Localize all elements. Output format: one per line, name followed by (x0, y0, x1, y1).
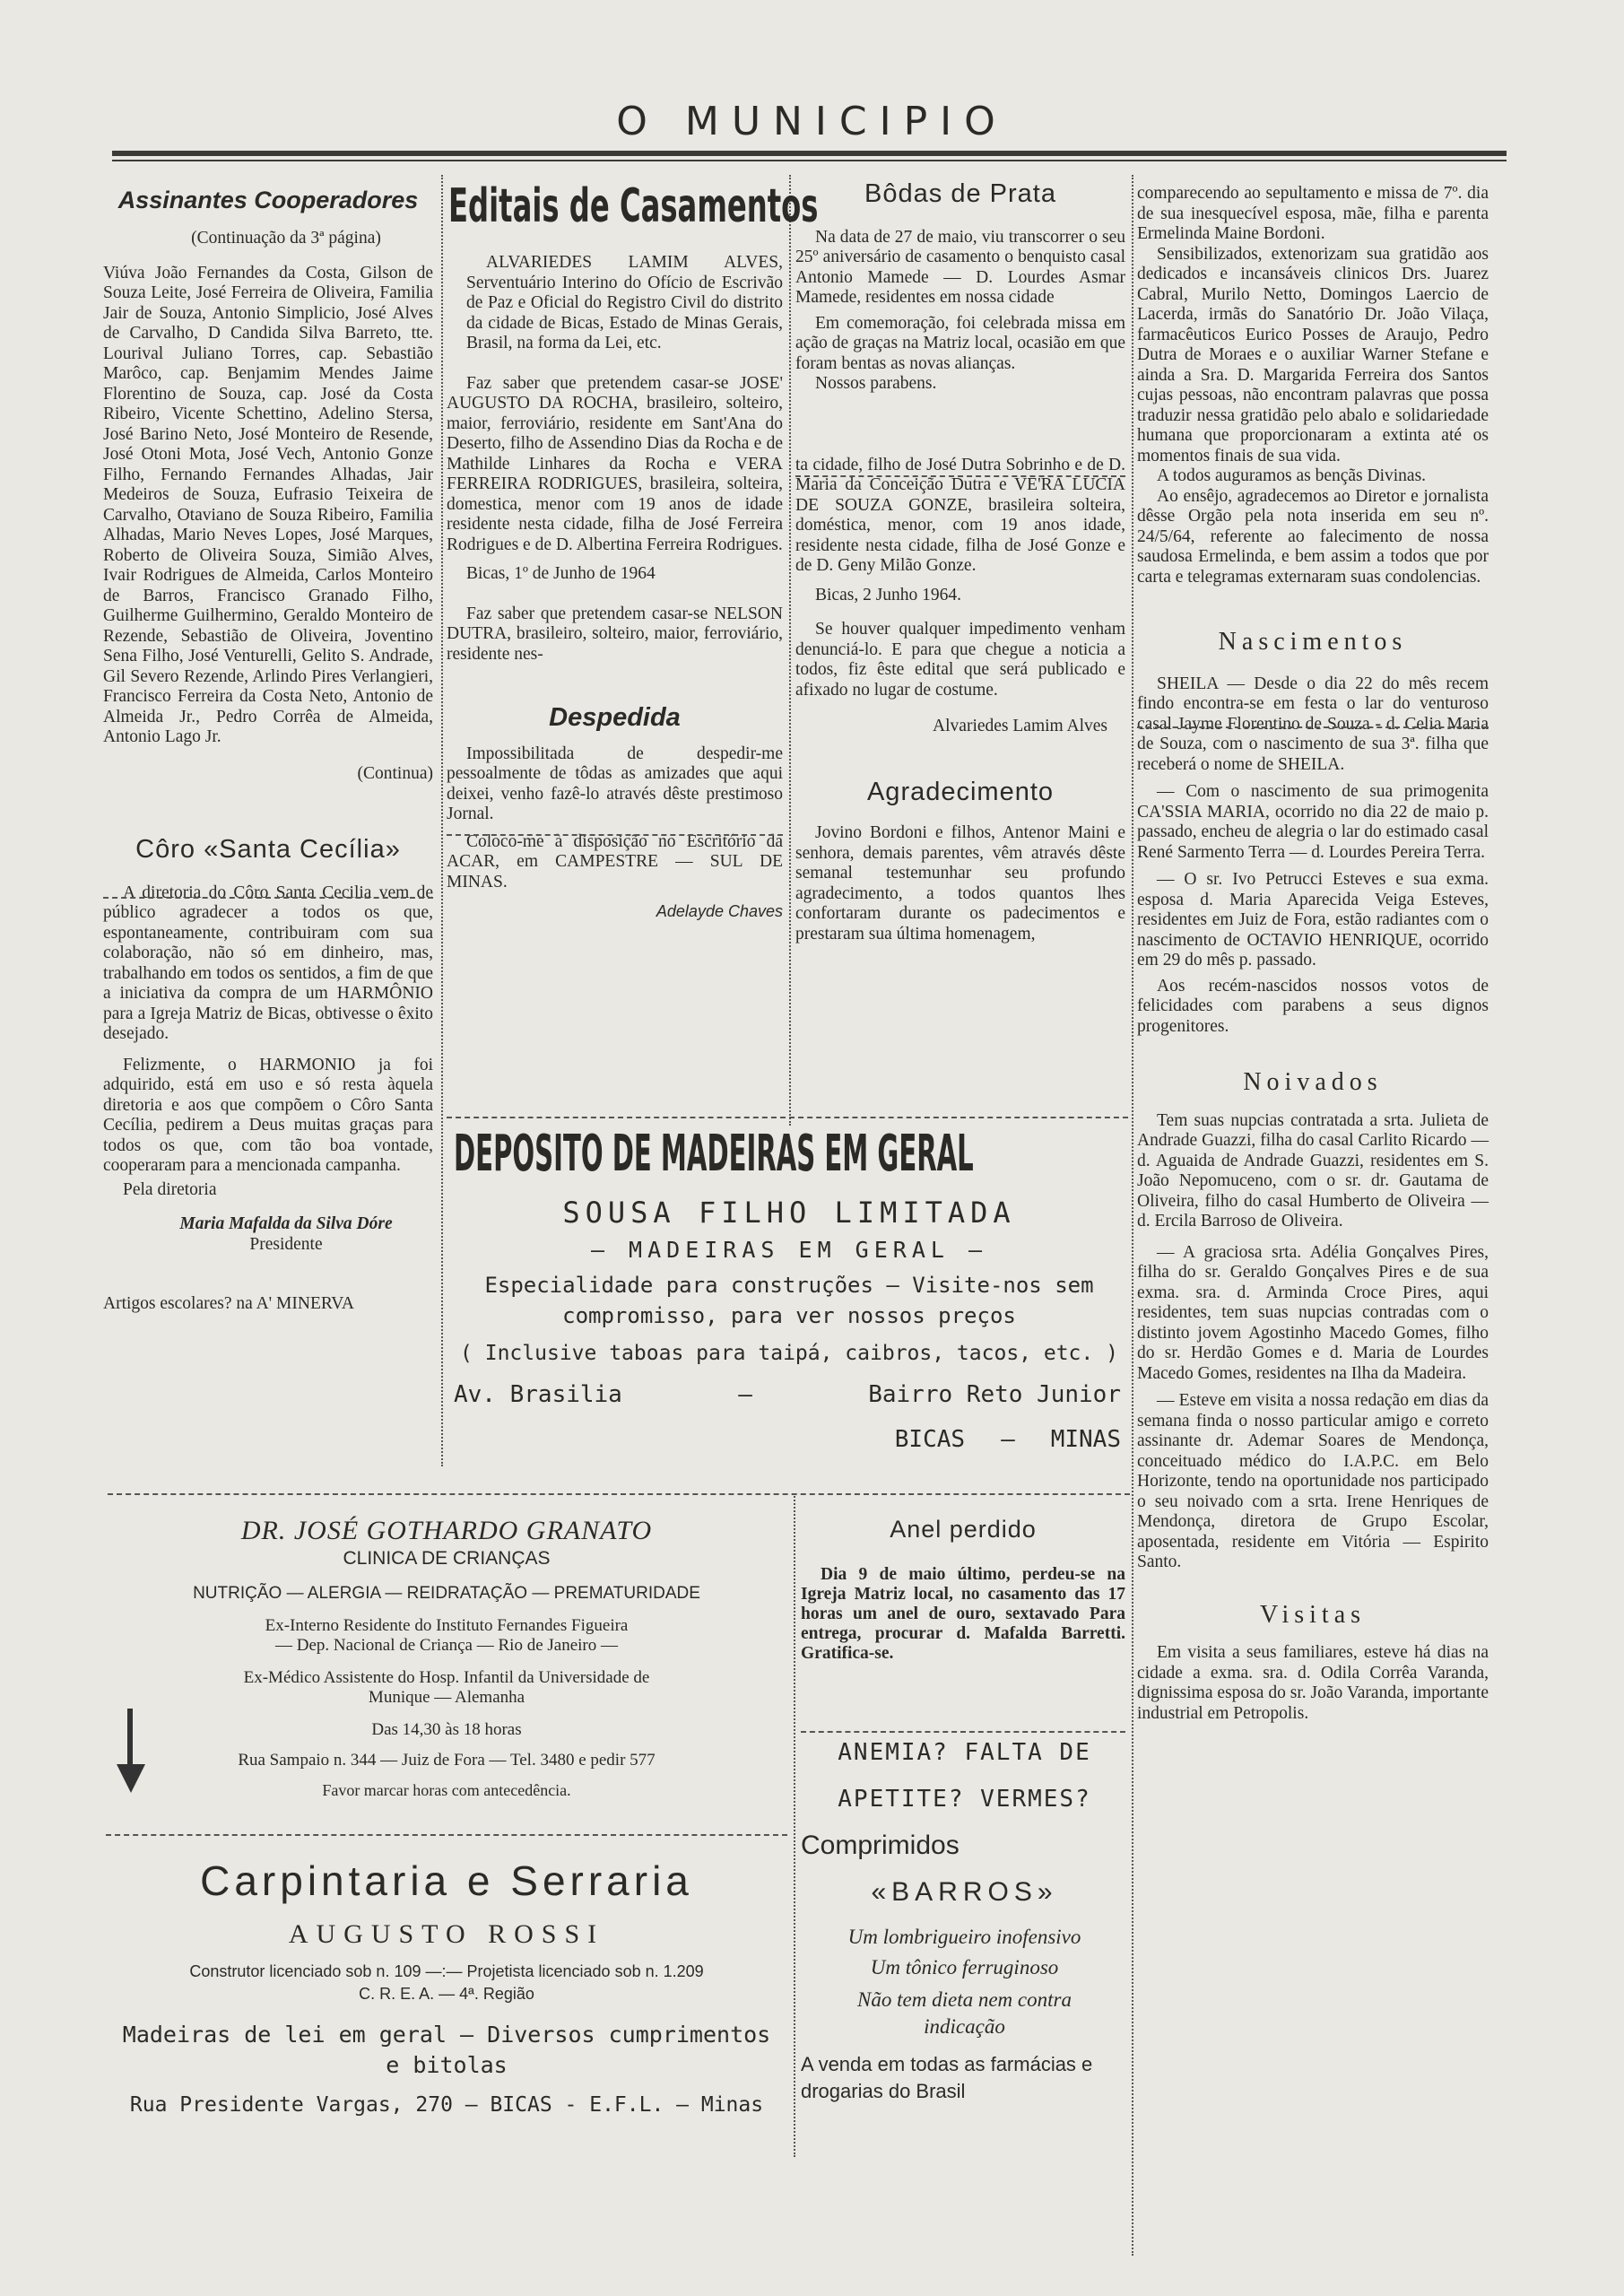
granato-line: Ex-Interno Residente do Instituto Fernandes Figueira (265, 1616, 629, 1635)
granato-ad (106, 1516, 787, 1821)
divider (1137, 726, 1489, 728)
artigos-ad: Artigos escolares? na A' MINERVA (103, 1294, 354, 1313)
deposito-title: DEPOSITO DE MADEIRAS EM GERAL (454, 1125, 974, 1183)
deposito-company: SOUSA FILHO LIMITADA (562, 1196, 1016, 1230)
editais-signature: Alvariedes Lamim Alves (933, 717, 1107, 735)
masthead-rule-thick (112, 151, 1507, 156)
nascimentos-paragraph: SHEILA — Desde o dia 22 do mês recem findo encontra-se em festa o lar do venturoso casal Jayme Florentino de Souza - d. Celia Maria de Souza, com o nascimento de sua 3ª. filha que receberá o nome de SHEILA. (1137, 674, 1489, 774)
coro-role: Presidente (249, 1234, 323, 1254)
divider (801, 1731, 1125, 1733)
anemia-line: Um lombrigueiro inofensivo (847, 1926, 1081, 1948)
granato-hours: Das 14,30 às 18 horas (371, 1720, 522, 1739)
column-divider-1 (441, 175, 443, 1466)
deposito-dash: — (1001, 1426, 1015, 1453)
anemia-line: APETITE? VERMES? (838, 1786, 1091, 1813)
assinantes-subtitle: (Continuação da 3ª página) (191, 229, 381, 248)
coro-signature: Maria Mafalda da Silva Dóre (179, 1214, 393, 1233)
coro-title: Côro «Santa Cecília» (135, 835, 401, 864)
anemia-ad (801, 1735, 1128, 2105)
despedida-signature: Adelayde Chaves (656, 902, 783, 920)
column-1 (103, 184, 433, 1315)
anel-title: Anel perdido (890, 1516, 1037, 1543)
anemia-line: ANEMIA? FALTA DE (838, 1739, 1091, 1766)
deposito-ad (448, 1126, 1130, 1471)
anemia-line: Comprimidos (801, 1831, 960, 1860)
column-divider-4 (794, 1493, 795, 2157)
deposito-dash: — (738, 1381, 752, 1408)
editais-header: ALVARIEDES LAMIM ALVES, Serventuário Interino do Ofício de Escrivão de Paz e Oficial do Registro Civil do distrito da cidade de Bicas, Estado de Minas Gerais, Brasil, na forma da Lei, etc. (466, 253, 783, 352)
editais-date: Bicas, 1º de Junho de 1964 (466, 564, 656, 583)
deposito-line: Especialidade para construções — Visite-nos sem compromisso, para ver nossos preços (484, 1273, 1094, 1328)
agradecimento-paragraph: Jovino Bordoni e filhos, Antenor Maini e senhora, demais parentes, vêm através dêste semanal testemunhar seu profundo agradecimento, a todos quantos lhes confortaram durante os padecimentos e prestaram sua última homenagem, (795, 823, 1125, 944)
editais-paragraph: Se houver qualquer impedimento venham denunciá-lo. E para que chegue a noticia a todos, fiz êste edital que será publicado e afixado no lugar de costume. (795, 620, 1125, 700)
deposito-line: ( Inclusive taboas para taipá, caibros, tacos, etc. ) (460, 1342, 1118, 1365)
granato-line: Ex-Médico Assistente do Hosp. Infantil da Universidade de (243, 1668, 650, 1687)
divider (106, 1834, 787, 1836)
agradecimento-paragraph: A todos auguramos as bençãs Divinas. (1157, 466, 1427, 485)
assinantes-title: Assinantes Cooperadores (117, 187, 419, 213)
despedida-paragraph: Coloco-me à disposição no Escritório da ACAR, em CAMPESTRE — SUL DE MINAS. (447, 831, 783, 891)
nascimentos-paragraph: — O sr. Ivo Petrucci Esteves e sua exma. esposa d. Maria Aparecida Veiga Esteves, residentes em Juiz de Fora, estão radiantes com o nascimento de OCTAVIO HENRIQUE, ocorrido em 29 do mês p. passado. (1137, 870, 1489, 970)
nascimentos-paragraph: Aos recém-nascidos nossos votos de felicidades com parabens a seus dignos progenitores. (1137, 976, 1489, 1036)
nascimentos-paragraph: — Com o nascimento de sua primogenita CA'SSIA MARIA, ocorrido no dia 22 de maio p. passado, encheu de alegria o lar do estimado casal René Sarmento Terra — d. Lourdes Pereira Terra. (1137, 782, 1489, 862)
bodas-title: Bôdas de Prata (864, 179, 1056, 208)
column-divider-3 (1132, 175, 1133, 2256)
deposito-bairro: Bairro Reto Junior (868, 1381, 1121, 1408)
masthead-rule-thin (112, 160, 1507, 161)
noivados-paragraph: — Esteve em visita a nossa redação em dias da semana finda o nosso particular amigo e correto assinante dr. Ademar Soares de Mendonça, conceituado médico do I.A.P.C. em Belo Horizonte, tendo na oportunidade nos participado o seu noivado com a srta. Irene Henriques de Mendonça, diretora de Grupo Escolar, aposentada, residente em Vitória — Espirito Santo. (1137, 1391, 1489, 1571)
agradecimento-paragraph: Sensibilizados, extenorizam sua gratidão aos dedicados e incansáveis clinicos Drs. Juarez Cabral, Murilo Netto, Domingos Laercio de Lacerda, irmãs do Sanatório Dr. João Vilaça, farmacêuticos Eurico Posses de Araujo, Pedro Dutra de Moraes e o auxiliar Warner Stefane e ainda a Sra. D. Margarida Ferreira dos Santos cujas pessoas, não encontram palavras que possa traduzir nessa gratidão pelo abalo e solidariedade humana que proporcionaram a extinta até os momentos finais de sua vida. (1137, 244, 1489, 465)
coro-paragraph: Felizmente, o HARMONIO ja foi adquirido, está em uso e só resta àquela diretoria e aos que compõem o Côro Santa Cecília, pedirem a Deus muitas graças para todos os que, com tão boa vontade, cooperaram para a mencionada campanha. (103, 1055, 433, 1175)
column-3 (795, 179, 1125, 944)
visitas-title: Visitas (1259, 1600, 1367, 1629)
anel-ad (801, 1516, 1125, 1664)
assinantes-continua: (Continua) (357, 763, 433, 783)
deposito-street: Av. Brasilia (454, 1381, 622, 1408)
nascimentos-title: Nascimentos (1218, 628, 1408, 656)
editais-title: Editais de Casamentos (448, 179, 819, 233)
agradecimento-continuation: comparecendo ao sepultamento e missa de 7º. dia de sua inesquecível esposa, mãe, filha e parenta Ermelinda Maine Bordoni. (1137, 184, 1489, 243)
noivados-paragraph: Tem suas nupcias contratada a srta. Julieta de Andrade Guazzi, filha do casal Carlito Ricardo — d. Aguaida de Andrade Guazzi, residentes em S. João Nepomuceno, com o sr. dr. Gautama de Oliveira, filho do casal Humberto de Oliveira — d. Ercila Barroso de Oliveira. (1137, 1110, 1489, 1231)
anemia-brand: «BARROS» (871, 1877, 1058, 1907)
deposito-address (448, 1381, 1130, 1408)
divider (447, 1117, 1128, 1118)
bodas-paragraph: Em comemoração, foi celebrada missa em ação de graças na Matriz local, ocasião em que foram bentas as novas alianças. (795, 313, 1125, 373)
carpintaria-line: Construtor licenciado sob n. 109 —:— Projetista licenciado sob n. 1.209 (189, 1962, 704, 1980)
carpintaria-line: C. R. E. A. — 4ª. Região (359, 1985, 534, 2003)
noivados-title: Noivados (1243, 1068, 1383, 1096)
carpintaria-title: Carpintaria e Serraria (200, 1857, 693, 1904)
agradecimento-paragraph: Ao ensêjo, agradecemos ao Diretor e jornalista dêsse Orgão pela nota inserida em seu nº. 24/5/64, referente ao falecimento de nossa saudosa Ermelinda, e bem assim a todos que por carta e telegramas externaram suas condolencias. (1137, 486, 1489, 587)
carpintaria-address: Rua Presidente Vargas, 270 — BICAS - E.F.L. — Minas (129, 2093, 764, 2117)
divider (447, 834, 783, 836)
bodas-paragraph: Na data de 27 de maio, viu transcorrer o seu 25º aniversário de casamento o benquisto casal Antonio Mamede — D. Lourdes Asmar Mamede, residentes em nossa cidade (795, 227, 1125, 307)
divider (103, 897, 433, 899)
granato-name: DR. JOSÉ GOTHARDO GRANATO (240, 1516, 653, 1545)
coro-paragraph: A diretoria do Côro Santa Cecilia vem de público agradecer a todos os que, espontaneamente, contribuiram com sua colaboração, não só em dinheiro, mas, trabalhando em todos os sentidos, a fim de que a iniciativa da compra de um HARMÔNIO para a Igreja Matriz de Bicas, obtivesse o êxito desejado. (103, 883, 433, 1043)
deposito-city-row (448, 1426, 1130, 1453)
granato-line: — Dep. Nacional de Criança — Rio de Janeiro — (275, 1636, 618, 1655)
editais-paragraph: Faz saber que pretendem casar-se NELSON DUTRA, brasileiro, solteiro, maior, ferroviário, residente nes- (447, 604, 783, 664)
noivados-paragraph: — A graciosa srta. Adélia Gonçalves Pires, filha do sr. Geraldo Gonçalves Pires e de sua exma. sra. d. Arminda Croce Pires, aqui residentes, tem suas nupcias contradas com o distinto jovem Agostinho Macedo Gomes, filho do sr. Herdão Gomes e d. Maria de Lourdes Macedo Gomes, residentes na Ilha da Madeira. (1137, 1242, 1489, 1383)
editais-paragraph: Faz saber que pretendem casar-se JOSE' AUGUSTO DA ROCHA, brasileiro, solteiro, maior, ferroviário, residente em Sant'Ana do Deserto, filho de Assendino Dias da Rocha e de Mathilde Linhares da Rocha e VERA FERREIRA RODRIGUES, brasileira, solteira, domestica, menor com 19 anos de idade residente nesta cidade, filha de José Ferreira Rodrigues e de D. Albertina Ferreira Rodrigues. (447, 373, 783, 554)
granato-note: Favor marcar horas com antecedência. (322, 1781, 571, 1799)
divider (108, 1493, 1130, 1495)
anemia-line: Não tem dieta nem contra indicação (857, 1988, 1072, 2038)
assinantes-body: Viúva João Fernandes da Costa, Gilson de Souza Leite, José Ferreira de Oliveira, Familia Jair de Souza, Antonio Simplicio, José Alves de Carvalho, D Candida Silva Barreto, tte. Lourival Juliano Torres, cap. Sebastião Marôco, cap. Benjamim Mendes Jaime Florentino de Souza, cap. José da Costa Ribeiro, Vicente Schettino, Adelino Stersa, José Barino Neto, José Monteiro de Resende, José Otoni Mota, José Vech, Antonio Gonze Filho, Fernando Fernandes Alhadas, Jair Medeiros de Souza, Eufrasio Teixeira de Carvalho, Otaviano de Souza Ribeiro, Familia Alhadas, Mario Neves Lopes, José Marques, Roberto de Oliveira Souza, Simião Alves, Ivair Rodrigues de Almeida, Carlos Monteiro de Barros, Francisco Granado Filho, Guilherme Guilhermino, Geraldo Monteiro de Rezende, Sebastião de Oliveira, Joventino Sena Filho, José Venturelli, Gelito S. Andrade, Gil Severo Rezende, Arlindo Pires Verlangieri, Francisco Ferreira da Costa Neto, Antonio de Almeida Jr., Pedro Corrêa de Almeida, Antonio Lago Jr. (103, 263, 433, 746)
granato-clinic: CLINICA DE CRIANÇAS (343, 1548, 551, 1569)
despedida-title: Despedida (549, 703, 681, 732)
carpintaria-line: Madeiras de lei em geral — Diversos cumprimentos e bitolas (122, 2022, 771, 2078)
editais-date: Bicas, 2 Junho 1964. (815, 585, 962, 604)
deposito-state: MINAS (1050, 1426, 1121, 1453)
anemia-line: A venda em todas as farmácias e drogarias do Brasil (801, 2053, 1093, 2102)
visitas-paragraph: Em visita a seus familiares, esteve há dias na cidade a exma. sra. d. Odila Corrêa Varanda, dignissima esposa do sr. João Varanda, importante industrial em Petropolis. (1137, 1643, 1489, 1723)
column-4 (1137, 184, 1489, 1724)
anemia-line: Um tônico ferruginoso (870, 1956, 1059, 1979)
coro-signoff: Pela diretoria (123, 1179, 217, 1199)
granato-address: Rua Sampaio n. 344 — Juiz de Fora — Tel. 3480 e pedir 577 (238, 1751, 656, 1770)
carpintaria-ad (106, 1857, 787, 2117)
despedida-paragraph: Impossibilitada de despedir-me pessoalmente de tôdas as amizades que aqui deixei, venho fazê-lo através dêste prestimoso Jornal. (447, 744, 783, 823)
granato-specialties: NUTRIÇÃO — ALERGIA — REIDRATAÇÃO — PREMATURIDADE (193, 1584, 700, 1603)
column-divider-2 (789, 175, 791, 1126)
carpintaria-owner: AUGUSTO ROSSI (288, 1919, 605, 1949)
bodas-paragraph: Nossos parabens. (815, 374, 937, 393)
decorative-triangle-icon (113, 1709, 149, 1795)
agradecimento-title: Agradecimento (866, 777, 1055, 806)
editais-continuation: ta cidade, filho de José Dutra Sobrinho e de D. Maria da Conceição Dutra e VE'RA LUCIA DE SOUZA GONZE, brasileira solteira, doméstica, menor, com 19 anos idade, residente nesta cidade, filha de José Gonze e de D. Geny Milão Gonze. (795, 455, 1125, 575)
granato-line: Munique — Alemanha (368, 1688, 525, 1707)
anel-body: Dia 9 de maio último, perdeu-se na Igreja Matriz local, no casamento das 17 horas um anel de ouro, sextavado Para entrega, procurar d. Mafalda Barretti. Gratifica-se. (801, 1565, 1125, 1663)
masthead: O MUNICIPIO (616, 99, 1008, 144)
divider (795, 475, 1125, 477)
column-2 (447, 179, 819, 922)
deposito-subtitle: — MADEIRAS EM GERAL — (590, 1237, 988, 1263)
deposito-city: BICAS (894, 1426, 966, 1453)
